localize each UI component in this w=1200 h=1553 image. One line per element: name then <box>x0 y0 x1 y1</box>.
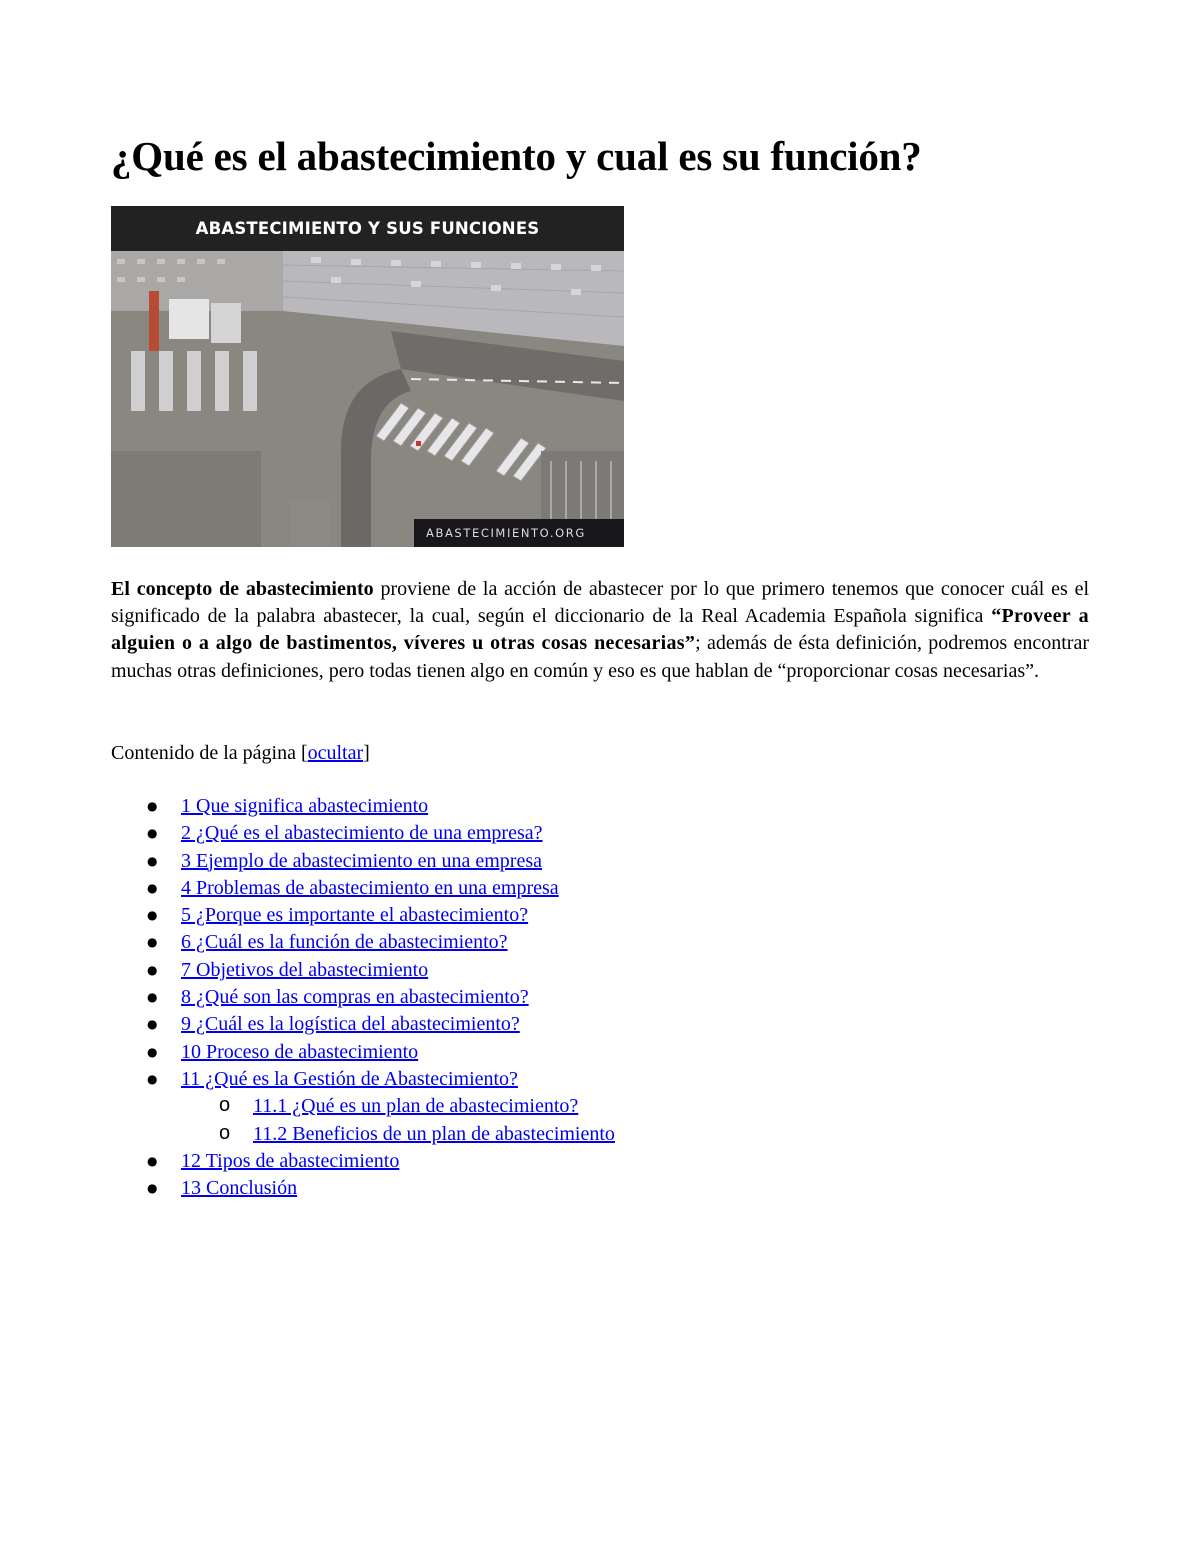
toc-heading <box>111 740 370 767</box>
toc-subitem <box>111 1121 615 1148</box>
toc-link[interactable]: 9 ¿Cuál es la logística del abastecimiento? <box>181 1013 520 1036</box>
toc-item <box>111 793 615 820</box>
intro-lead-bold: El concepto de abastecimiento <box>111 578 374 600</box>
toc-heading-close: ] <box>363 742 370 764</box>
toc-link[interactable]: 7 Objetivos del abastecimiento <box>181 958 429 981</box>
toc-toggle-link[interactable]: ocultar <box>307 742 364 764</box>
toc-item <box>111 1066 615 1093</box>
toc-link[interactable]: 6 ¿Cuál es la función de abastecimiento? <box>181 931 508 954</box>
toc-link[interactable]: 10 Proceso de abastecimiento <box>181 1040 419 1063</box>
toc-link[interactable]: 13 Conclusión <box>181 1177 298 1200</box>
toc-sublink[interactable]: 11.1 ¿Qué es un plan de abastecimiento? <box>253 1095 579 1118</box>
toc-link[interactable]: 12 Tipos de abastecimiento <box>181 1149 400 1172</box>
toc-item <box>111 1175 615 1202</box>
toc-item <box>111 820 615 847</box>
hero-banner: ABASTECIMIENTO Y SUS FUNCIONES <box>111 206 624 251</box>
hero-image <box>111 206 624 547</box>
toc-item <box>111 875 615 902</box>
page-title: ¿Qué es el abastecimiento y cual es su función? <box>111 133 922 179</box>
intro-paragraph <box>111 576 1089 685</box>
toc-item <box>111 1148 615 1175</box>
intro-text-1: proviene de la acción de abastecer por lo que primero tenemos que conocer cuál es el significado de la palabra abastecer, la cual, según el diccionario de la Real Academia Española significa <box>111 578 1090 628</box>
toc-item <box>111 902 615 929</box>
toc-sublink[interactable]: 11.2 Beneficios de un plan de abastecimiento <box>253 1122 615 1145</box>
aerial-warehouse-illustration <box>111 251 624 547</box>
toc-link[interactable]: 1 Que significa abastecimiento <box>181 795 429 817</box>
toc-link[interactable]: 8 ¿Qué son las compras en abastecimiento? <box>181 986 529 1009</box>
toc-link[interactable]: 2 ¿Qué es el abastecimiento de una empresa? <box>181 822 543 845</box>
intro-text-2: ; además de ésta definición, podremos encontrar muchas otras definiciones, pero todas tienen algo en común y eso es que hablan de “proporcionar cosas necesarias”. <box>111 632 1089 682</box>
toc-link[interactable]: 3 Ejemplo de abastecimiento en una empresa <box>181 849 542 872</box>
toc-heading-text: Contenido de la página [ <box>111 742 308 764</box>
toc-item <box>111 957 615 984</box>
toc-link[interactable]: 11 ¿Qué es la Gestión de Abastecimiento? <box>181 1067 518 1090</box>
toc-link[interactable]: 4 Problemas de abastecimiento en una empresa <box>181 876 559 899</box>
intro-quote: “Proveer a alguien o a algo de bastimentos, víveres u otras cosas necesarias” <box>111 605 1089 655</box>
toc-item <box>111 1039 615 1066</box>
toc-item <box>111 1011 615 1038</box>
toc-item <box>111 984 615 1011</box>
toc-subitem <box>111 1093 615 1120</box>
hero-badge-text: ABASTECIMIENTO.ORG <box>426 526 586 540</box>
toc-link[interactable]: 5 ¿Porque es importante el abastecimiento? <box>181 904 529 927</box>
toc-item <box>111 929 615 956</box>
toc-item <box>111 848 615 875</box>
hero-badge <box>414 519 624 547</box>
toc-list <box>111 793 615 1202</box>
